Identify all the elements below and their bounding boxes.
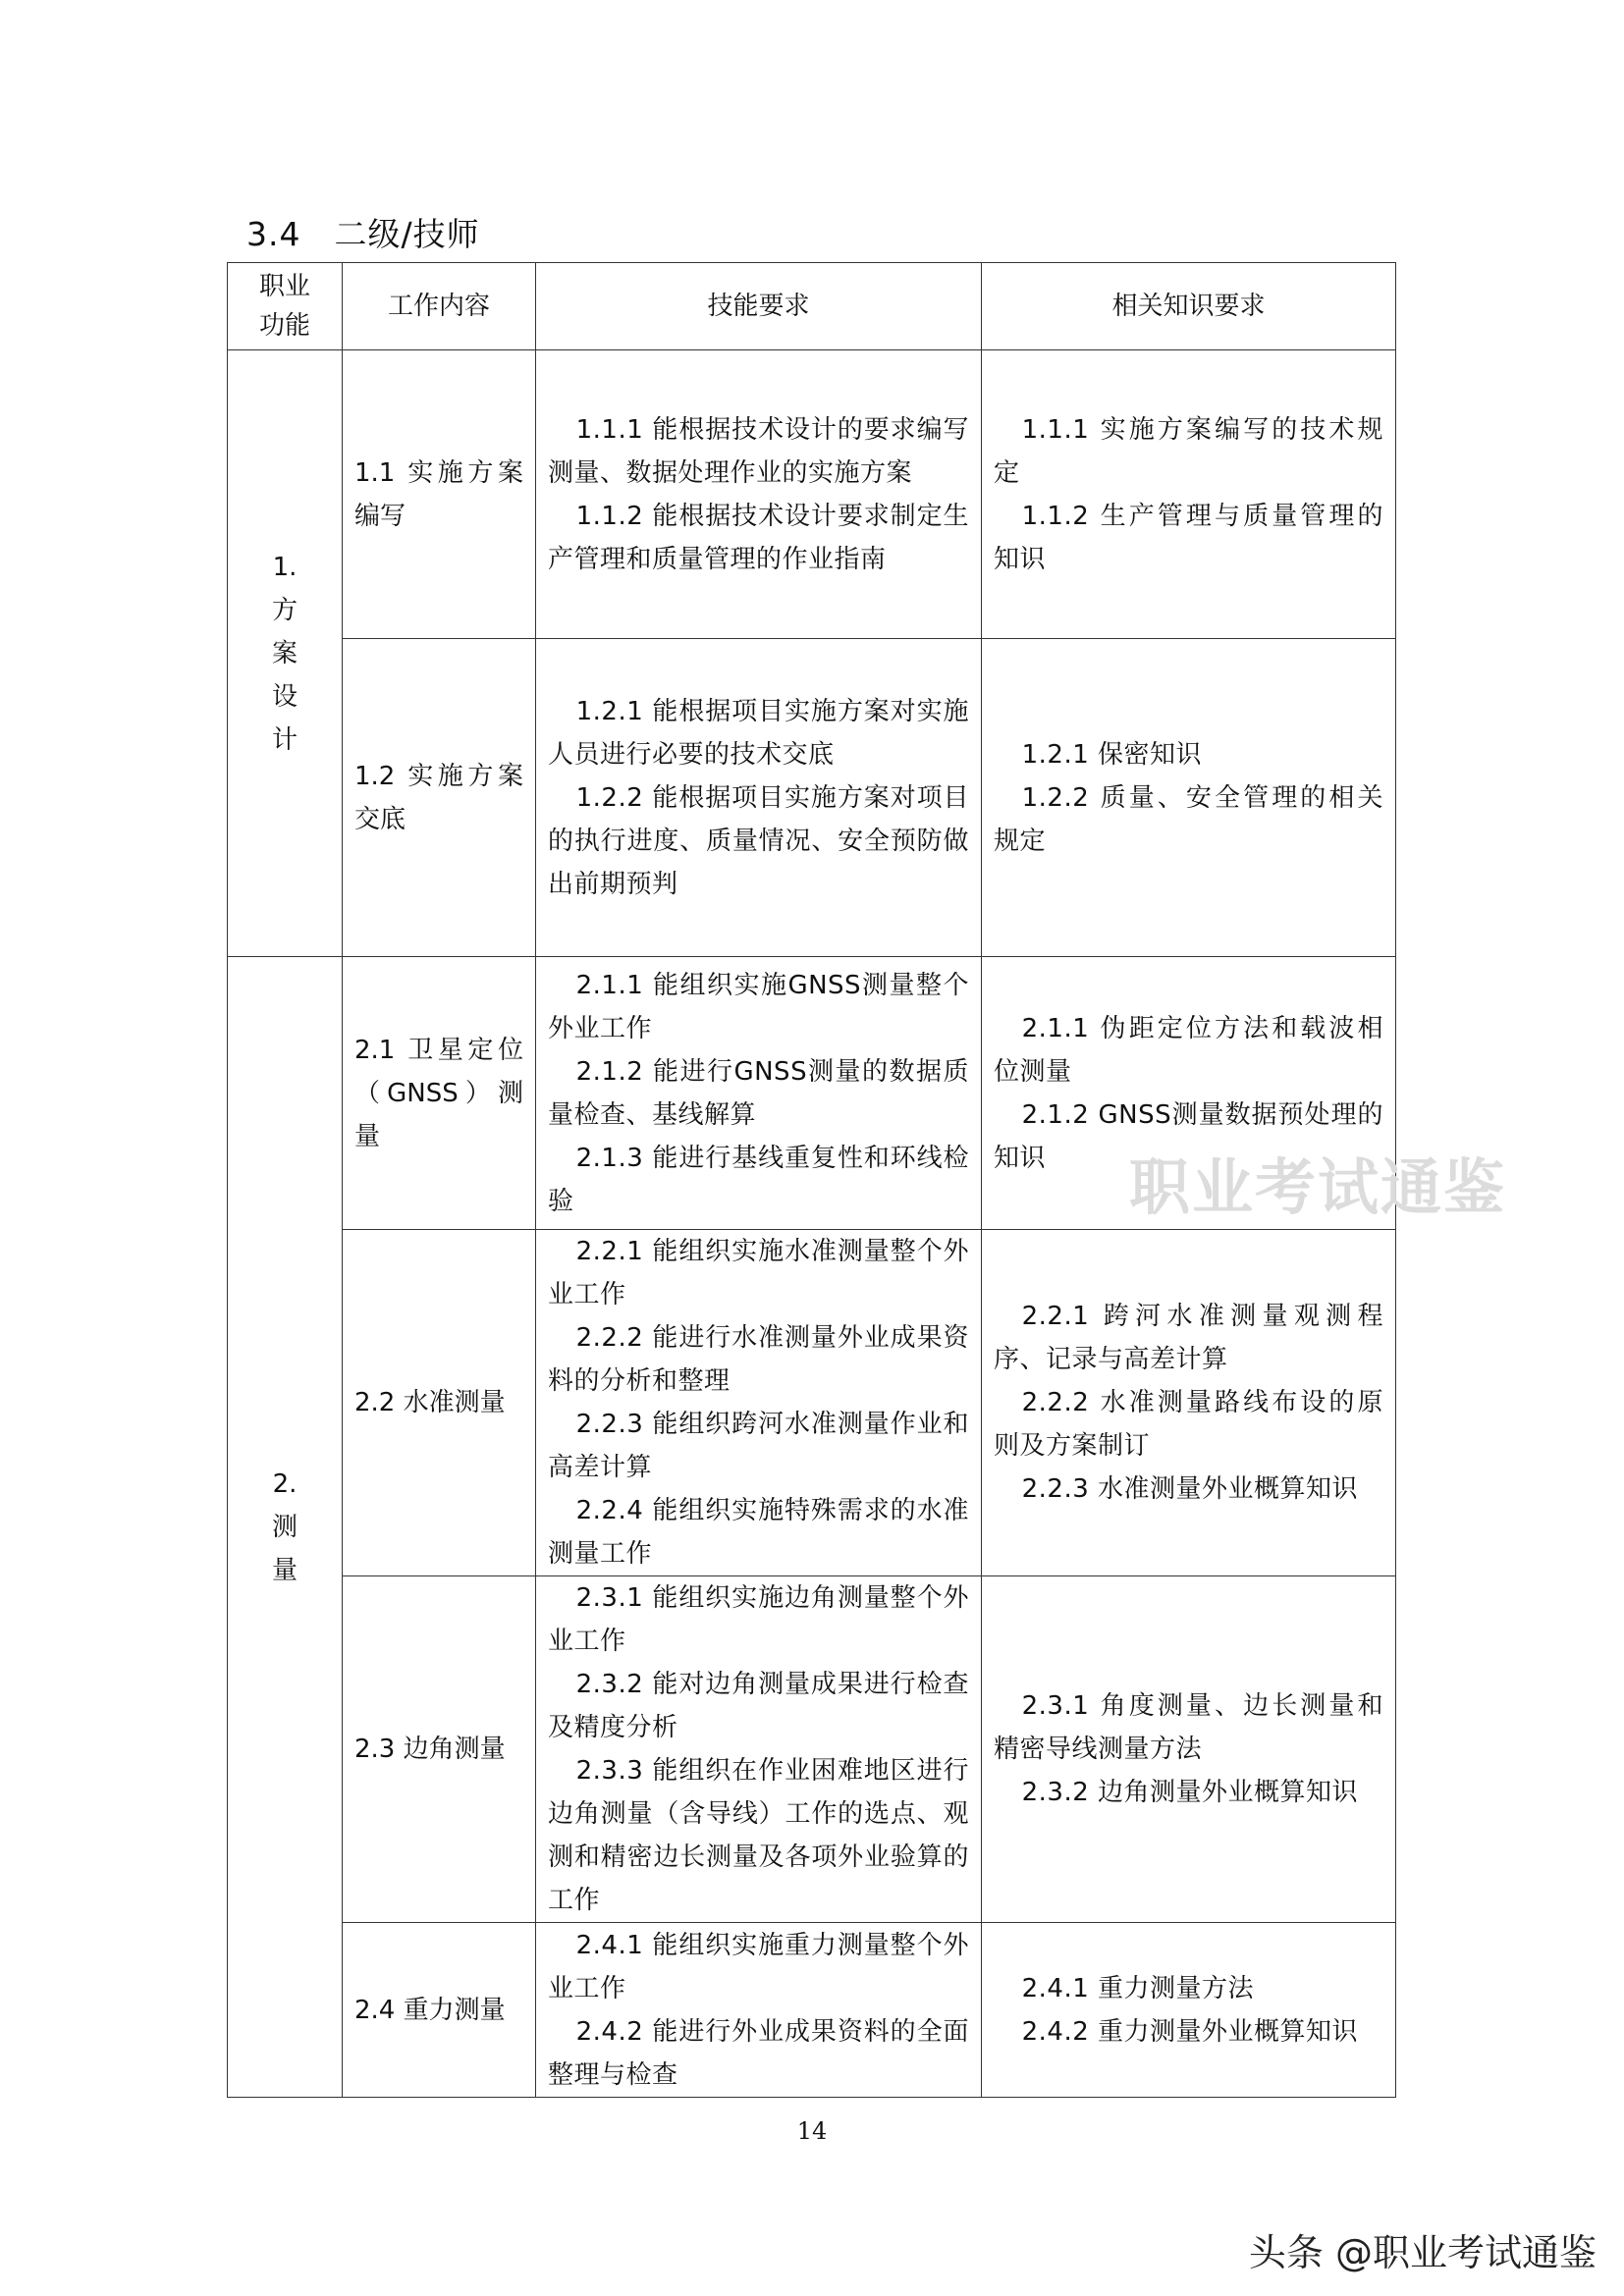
function-cell: 2. 测 量 (228, 957, 343, 2098)
knowledge-item: 1.2.2 质量、安全管理的相关规定 (994, 782, 1383, 856)
work-cell: 1.2 实施方案交底 (343, 639, 536, 957)
header-skill: 技能要求 (536, 263, 982, 350)
skill-item: 1.2.2 能根据项目实施方案对项目的执行进度、质量情况、安全预防做出前期预判 (548, 782, 969, 899)
skill-cell (536, 1576, 982, 1923)
knowledge-item: 2.1.2 GNSS测量数据预处理的知识 (994, 1099, 1383, 1173)
knowledge-item: 1.1.2 生产管理与质量管理的知识 (994, 501, 1383, 574)
knowledge-cell (982, 1230, 1396, 1576)
knowledge-item: 2.3.2 边角测量外业概算知识 (1021, 1778, 1359, 1807)
skill-item: 2.1.1 能组织实施GNSS测量整个外业工作 (548, 970, 969, 1043)
skill-item: 1.1.1 能根据技术设计的要求编写测量、数据处理作业的实施方案 (548, 414, 969, 488)
knowledge-item: 1.2.1 保密知识 (1021, 739, 1203, 770)
table-row (228, 1923, 1396, 2098)
skill-item: 2.2.3 能组织跨河水准测量作业和高差计算 (548, 1410, 969, 1482)
skill-cell (536, 957, 982, 1230)
work-cell: 2.4 重力测量 (343, 1923, 536, 2098)
table-row (228, 1230, 1396, 1576)
skill-item: 2.1.2 能进行GNSS测量的数据质量检查、基线解算 (548, 1056, 969, 1130)
header-function: 职业 功能 (228, 263, 343, 350)
skill-item: 2.2.2 能进行水准测量外业成果资料的分析和整理 (548, 1323, 969, 1396)
knowledge-cell (982, 350, 1396, 639)
knowledge-cell (982, 639, 1396, 957)
knowledge-cell (982, 1576, 1396, 1923)
knowledge-item: 2.2.3 水准测量外业概算知识 (1021, 1474, 1359, 1504)
work-cell: 2.2 水准测量 (343, 1230, 536, 1576)
skill-item: 2.1.3 能进行基线重复性和环线检验 (548, 1143, 969, 1216)
skill-item: 2.4.2 能进行外业成果资料的全面整理与检查 (548, 2016, 969, 2090)
section-heading: 3.4 二级/技师 (246, 215, 480, 253)
knowledge-item: 2.2.1 跨河水准测量观测程序、记录与高差计算 (994, 1302, 1383, 1374)
skill-item: 1.1.2 能根据技术设计要求制定生产管理和质量管理的作业指南 (548, 501, 969, 574)
skill-cell (536, 350, 982, 639)
table-row (228, 639, 1396, 957)
table-row (228, 350, 1396, 639)
table-header-row (228, 263, 1396, 350)
knowledge-item: 1.1.1 实施方案编写的技术规定 (994, 414, 1383, 488)
skill-item: 1.2.1 能根据项目实施方案对实施人员进行必要的技术交底 (548, 696, 969, 770)
header-knowledge: 相关知识要求 (982, 263, 1396, 350)
skill-item: 2.3.3 能组织在作业困难地区进行边角测量（含导线）工作的选点、观测和精密边长测量及各项外业验算的工作 (548, 1756, 969, 1915)
knowledge-item: 2.4.2 重力测量外业概算知识 (1021, 2016, 1359, 2047)
knowledge-cell (982, 1923, 1396, 2098)
skill-item: 2.2.4 能组织实施特殊需求的水准测量工作 (548, 1496, 969, 1569)
table-row (228, 1576, 1396, 1923)
header-work: 工作内容 (343, 263, 536, 350)
skill-cell (536, 1923, 982, 2098)
skill-cell (536, 639, 982, 957)
footer-credit: 头条 @职业考试通鉴 (1248, 2231, 1597, 2274)
knowledge-item: 2.4.1 重力测量方法 (1021, 1973, 1255, 2003)
work-cell: 2.3 边角测量 (343, 1576, 536, 1923)
knowledge-item: 2.3.1 角度测量、边长测量和精密导线测量方法 (994, 1691, 1383, 1764)
work-cell: 2.1 卫星定位（GNSS）测量 (343, 957, 536, 1230)
work-cell: 1.1 实施方案编写 (343, 350, 536, 639)
skill-item: 2.3.1 能组织实施边角测量整个外业工作 (548, 1583, 969, 1656)
watermark-text: 职业考试通鉴 (1129, 1151, 1507, 1223)
skill-item: 2.3.2 能对边角测量成果进行检查及精度分析 (548, 1670, 969, 1742)
skill-item: 2.4.1 能组织实施重力测量整个外业工作 (548, 1930, 969, 2003)
skill-cell (536, 1230, 982, 1576)
page-number: 14 (796, 2117, 828, 2145)
knowledge-item: 2.2.2 水准测量路线布设的原则及方案制订 (994, 1388, 1383, 1461)
function-cell: 1. 方 案 设 计 (228, 350, 343, 957)
skill-item: 2.2.1 能组织实施水准测量整个外业工作 (548, 1237, 969, 1309)
knowledge-item: 2.1.1 伪距定位方法和载波相位测量 (994, 1013, 1383, 1087)
